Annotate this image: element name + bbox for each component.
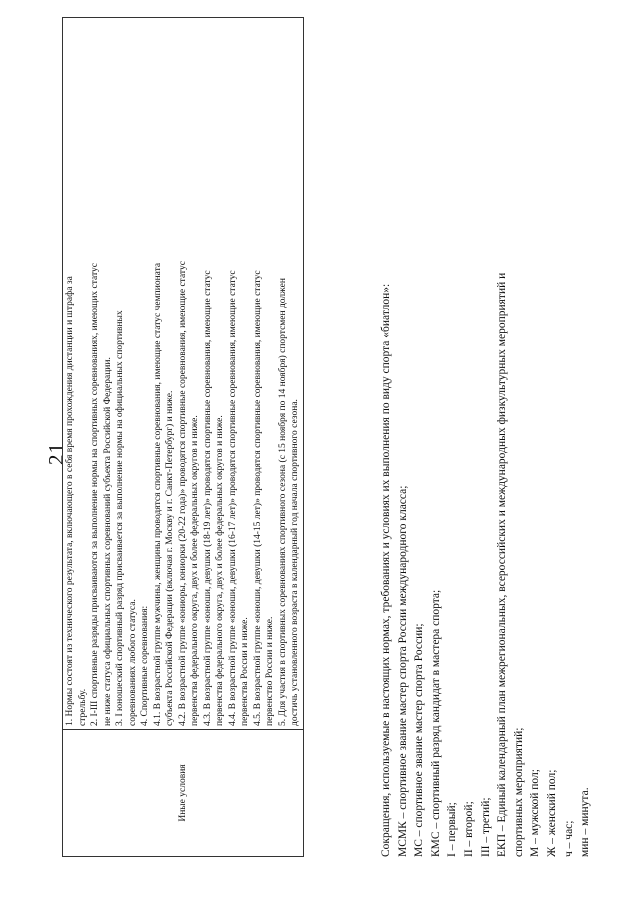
condition-line: первенство России и ниже.	[265, 616, 275, 726]
condition-line: первенства России и ниже.	[240, 617, 250, 726]
abbreviation-item: КМС – спортивный разряд кандидат в мастера спорта;	[429, 589, 442, 857]
abbreviation-item: спортивных мероприятий;	[512, 727, 525, 857]
abbreviation-item: МСМК – спортивное звание мастер спорта России международного класса;	[396, 485, 409, 857]
condition-line: 4.1. В возрастной группе мужчины, женщины проводятся спортивные соревнования, имеющие статус чемпионата	[152, 262, 163, 726]
condition-line: 2. I-III спортивные разряды присваиваются за выполнение нормы на спортивных соревнованиях, имеющих статус	[90, 263, 100, 726]
page-number: 21	[44, 442, 68, 465]
condition-line: первенства федерального округа, двух и более федеральных округов и ниже.	[190, 415, 200, 726]
condition-line: соревнованиях любого статуса.	[127, 599, 138, 726]
condition-line: 3. I юношеский спортивный разряд присваивается за выполнение нормы на официальных спортивных	[115, 310, 125, 726]
norms-table	[62, 17, 304, 857]
abbreviation-item: ЕКП – Единый календарный план межрегиональных, всероссийских и международных физкультурных мероприятий и	[496, 272, 509, 857]
abbreviation-item: Ж – женский пол;	[545, 769, 558, 857]
abbreviation-item: мин – минута.	[579, 787, 592, 857]
abbreviations-section	[378, 17, 594, 857]
abbreviations-heading: Сокращения, используемые в настоящих нормах, требованиях и условиях их выполнения по виду спорта «биатлон»:	[380, 283, 392, 857]
condition-line: стрельбу.	[77, 688, 88, 726]
abbreviation-item: ч – час;	[562, 820, 575, 857]
condition-line: не ниже статуса официальных спортивных соревнований субъекта Российской Федерации.	[102, 357, 113, 726]
abbreviation-item: I – первый;	[446, 802, 459, 857]
condition-line: 4. Спортивные соревнования:	[140, 605, 150, 726]
abbreviation-item: II – второй;	[462, 801, 475, 857]
condition-line: субъекта Российской Федерации (включая г. Москву и г. Санкт-Петербург) и ниже.	[165, 390, 175, 726]
condition-line: 1. Нормы состоят из технического результата, включающего в себя время прохождения дистанции и штрафа за	[65, 276, 75, 726]
abbreviation-item: МС – спортивное звание мастер спорта России;	[413, 623, 426, 857]
table-label-cell: Иные условия	[63, 730, 304, 857]
condition-line: достичь установленного возраста в календарный год начала спортивного сезона.	[290, 399, 300, 726]
condition-line: 5. Для участия в спортивных соревнованиях спортивного сезона (с 15 ноября по 14 ноября) спортсмен должен	[277, 278, 288, 726]
abbreviation-item: М – мужской пол;	[529, 769, 542, 857]
condition-line: 4.5. В возрастной группе «юноши, девушки (14-15 лет)» проводятся спортивные соревнования, имеющие статус	[252, 270, 263, 726]
condition-line: первенства федерального округа, двух и более федеральных округов и ниже.	[215, 415, 225, 726]
condition-line: 4.2. В возрастной группе «юниоры, юниорки (20-22 года)» проводятся спортивные соревнования, имеющие статус	[177, 261, 188, 726]
table-conditions-cell	[63, 18, 304, 730]
abbreviation-item: III – третий;	[479, 797, 492, 857]
condition-line: 4.4. В возрастной группе «юноши, девушки (16-17 лет)» проводятся спортивные соревнования, имеющие статус	[227, 270, 238, 726]
condition-line: 4.3. В возрастной группе «юноши, девушки (18-19 лет)» проводятся спортивные соревнования, имеющие статус	[202, 270, 213, 726]
table-row	[63, 18, 304, 857]
